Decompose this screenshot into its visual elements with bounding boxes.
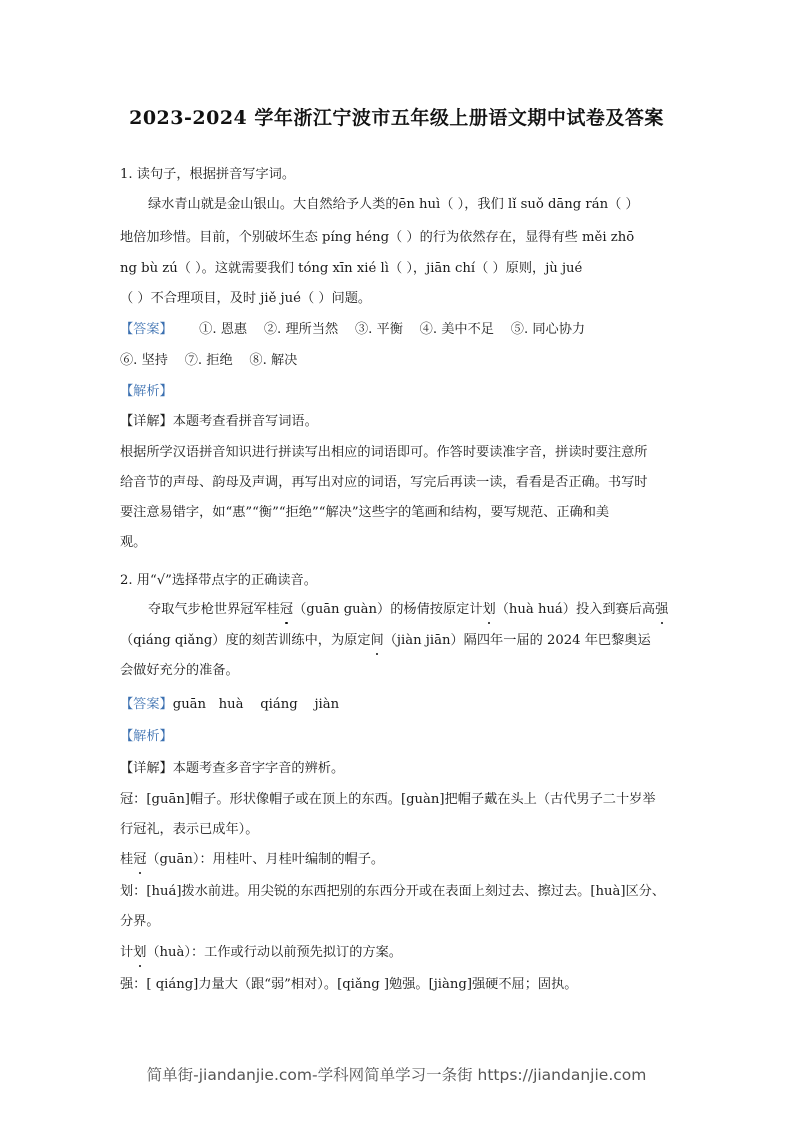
q2-note-line: 强：[ qiáng]力量大（跟“弱”相对）。[qiǎng ]勉强。[jiàng]强硬不屈；固执。	[120, 977, 578, 992]
text: （qiáng qiǎng）度的刻苦训练中，为原定	[120, 633, 371, 648]
q1-detail: 【详解】本题考查看拼音写词语。	[120, 414, 318, 429]
page-title: 2023-2024 学年浙江宁波市五年级上册语文期中试卷及答案	[129, 107, 664, 129]
text: （jiàn jiān）隔四年一届的 2024 年巴黎奥运	[383, 633, 651, 648]
text: 夺取气步枪世界冠军桂	[148, 602, 280, 617]
q1-explanation-line: 根据所学汉语拼音知识进行拼读写出相应的词语即可。作答时要读准字音，拼读时要注意所	[120, 445, 648, 460]
dotted-char: 冠	[279, 602, 294, 617]
answer-label: 【答案】	[120, 322, 173, 337]
text: （guān）：用桂叶、月桂叶编制的帽子。	[146, 852, 385, 867]
q2-note-line: 行冠礼，表示已成年）。	[120, 822, 259, 837]
q1-explanation-line: 给音节的声母、韵母及声调，再写出对应的词语，写完后再读一读，看看是否正确。书写时	[120, 475, 648, 490]
text: 桂	[120, 852, 134, 867]
q2-note-line	[120, 944, 402, 962]
q1-body-line: 地倍加珍惜。目前，个别破坏生态 píng héng（ ）的行为依然存在，显得有些 měi zhō	[120, 230, 635, 245]
q2-note-line: 分界。	[120, 914, 160, 929]
q2-note-line: 冠：[guān]帽子。形状像帽子或在顶上的东西。[guàn]把帽子戴在头上（古代男子二十岁举	[120, 792, 656, 807]
q1-body-line: 绿水青山就是金山银山。大自然给予人类的ēn huì（ ），我们 lǐ suǒ dāng rán（ ）	[148, 197, 639, 212]
footer-watermark: 简单街-jiandanjie.com-学科网简单学习一条街 https://jiandanjie.com	[146, 1066, 647, 1084]
text: 计	[120, 945, 134, 960]
dotted-char: 划	[133, 945, 147, 960]
q1-answer-row	[120, 321, 585, 339]
q1-explanation-line: 要注意易错字，如“惠”“衡”“拒绝”“解决”这些字的笔画和结构，要写规范、正确和美	[120, 505, 610, 520]
q2-body-line	[120, 632, 651, 650]
dotted-char: 划	[482, 602, 496, 617]
q1-body-line: ng bù zú（ ）。这就需要我们 tóng xīn xié lì（ ），jiān chí（ ）原则，jù jué	[120, 261, 583, 276]
q2-note-line: 划：[huá]拨水前进。用尖锐的东西把别的东西分开或在表面上刻过去、擦过去。[huà]区分、	[120, 884, 666, 899]
q2-answer: guān huà qiáng jiàn	[172, 697, 340, 712]
analysis-label: 【解析】	[120, 384, 173, 399]
answer-label: 【答案】	[120, 697, 173, 712]
q1-answers: ①. 恩惠 ②. 理所当然 ③. 平衡 ④. 美中不足 ⑤. 同心协力	[199, 322, 586, 337]
text: （guān guàn）的杨倩按原定计	[293, 602, 483, 617]
text: （huà）：工作或行动以前预先拟订的方案。	[146, 945, 402, 960]
dotted-char: 间	[370, 633, 384, 648]
q1-body-line: （ ）不合理项目，及时 jiě jué（ ）问题。	[120, 291, 372, 306]
q1-prompt: 1. 读句子，根据拼音写字词。	[120, 167, 296, 182]
q2-body-line	[148, 601, 668, 619]
q2-detail: 【详解】本题考查多音字字音的辨析。	[120, 761, 345, 776]
q1-answers-cont: ⑥. 坚持 ⑦. 拒绝 ⑧. 解决	[120, 353, 298, 368]
dotted-char: 强	[655, 602, 669, 617]
q1-explanation-line: 观。	[120, 535, 147, 550]
dotted-char: 冠	[133, 852, 147, 867]
q2-answer-row	[120, 696, 339, 714]
q2-note-line	[120, 851, 384, 869]
text: （huà huá）投入到赛后高	[495, 602, 656, 617]
analysis-label: 【解析】	[120, 729, 173, 744]
q2-prompt: 2. 用“√”选择带点字的正确读音。	[120, 573, 317, 588]
q2-body-line: 会做好充分的准备。	[120, 663, 239, 678]
